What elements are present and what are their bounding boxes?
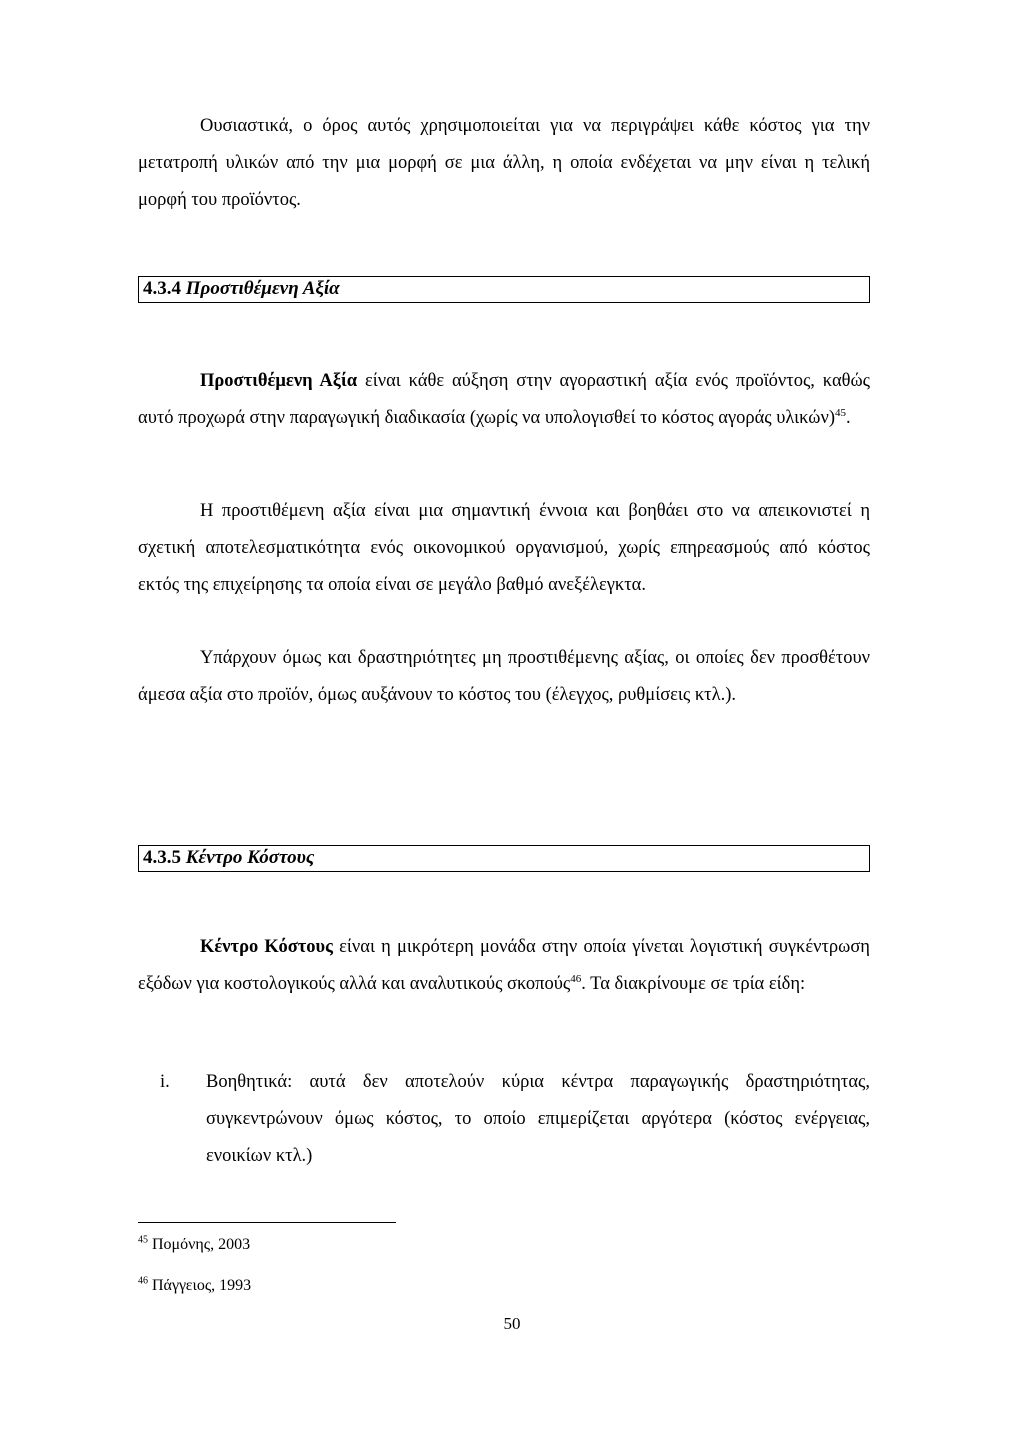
- section-title: Προστιθέμενη Αξία: [185, 278, 340, 299]
- list-marker: i.: [160, 1072, 170, 1092]
- intro-paragraph: Ουσιαστικά, ο όρος αυτός χρησιμοποιείται για να περιγράψει κάθε κόστος για την μετατροπή υλικών από την μια μορφή σε μια άλλη, η οποία ενδέχεται να μην είναι η τελική μορφή του προϊόντος.: [138, 116, 870, 210]
- section-number: 4.3.5: [143, 847, 181, 868]
- footnote-46: $^{46}$ Πάγγειος, 1993: [138, 1275, 252, 1294]
- footnote-ref: 45: [835, 406, 847, 419]
- page-number: 50: [503, 1314, 521, 1333]
- definition-paragraph-cost-center: Κέντρο Κόστους είναι η μικρότερη μονάδα στην οποία γίνεται λογιστική συγκέντρωση εξόδων για κοστολογικούς αλλά και αναλυτικούς σκοπούς$^{46}$. Τα διακρίνουμε σε τρία είδη:: [138, 937, 870, 994]
- list-item-text: Βοηθητικά: αυτά δεν αποτελούν κύρια κέντρα παραγωγικής δραστηριότητας, συγκεντρώνουν όμως κόστος, το οποίο επιμερίζεται αργότερα (κόστος ενέργειας, ενοικίων κτλ.): [206, 1072, 870, 1166]
- footnote-separator: [138, 1222, 396, 1223]
- non-added-value-paragraph: Υπάρχουν όμως και δραστηριότητες μη προστιθέμενης αξίας, οι οποίες δεν προσθέτουν άμεσα αξία στο προϊόν, όμως αυξάνουν το κόστος του (έλεγχος, ρυθμίσεις κτλ.).: [138, 648, 870, 705]
- definition-term: Κέντρο Κόστους: [200, 937, 333, 957]
- section-title: Κέντρο Κόστους: [185, 847, 315, 868]
- definition-term: Προστιθέμενη Αξία: [200, 371, 358, 391]
- section-number: 4.3.4: [143, 278, 181, 299]
- section-heading-4-3-5: [138, 845, 870, 872]
- added-value-paragraph: Η προστιθέμενη αξία είναι μια σημαντική έννοια και βοηθάει στο να απεικονιστεί η σχετική αποτελεσματικότητα ενός οικονομικού οργανισμού, χωρίς επηρεασμούς από κόστος εκτός της επιχείρησης τα οποία είναι σε μεγάλο βαθμό ανεξέλεγκτα.: [138, 501, 870, 595]
- footnote-45: $^{45}$ Πομόνης, 2003: [138, 1234, 251, 1253]
- definition-paragraph-added-value: Προστιθέμενη Αξία είναι κάθε αύξηση στην αγοραστική αξία ενός προϊόντος, καθώς αυτό προχωρά στην παραγωγική διαδικασία (χωρίς να υπολογισθεί το κόστος αγοράς υλικών)$^{45}$.: [138, 371, 870, 428]
- footnote-ref: 46: [570, 972, 582, 985]
- section-heading-4-3-4: [138, 276, 870, 303]
